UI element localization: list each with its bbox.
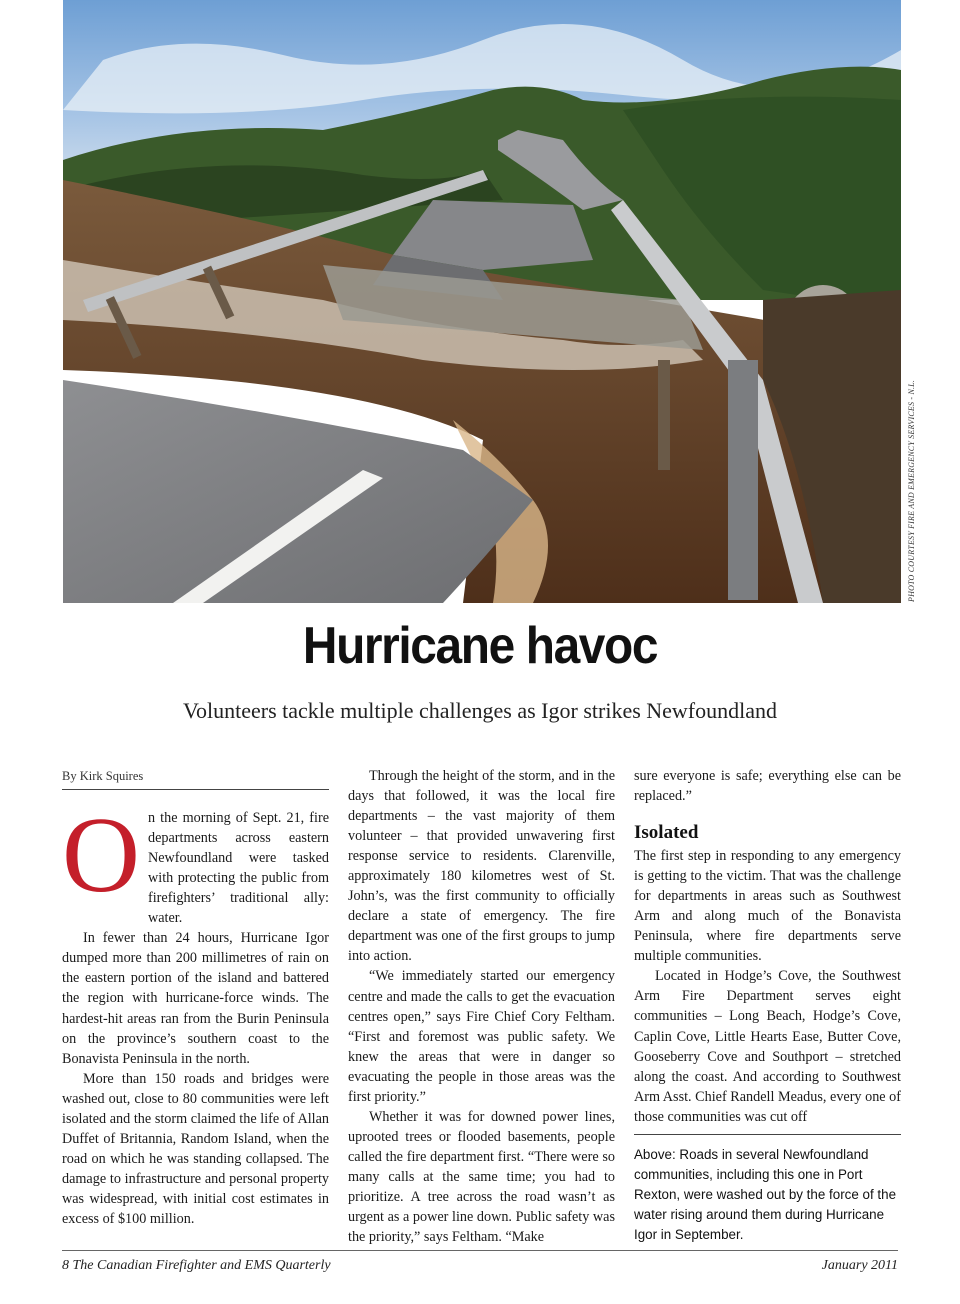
paragraph: More than 150 roads and bridges were washed out, close to 80 communities were left isolated and the storm claimed the life of Allan Duffet of Britannia, Random Island, when the road on which he was standing collapsed. The damage to infrastructure and personal property was widespread, with initial cost estimates in excess of $100 million. [62, 1070, 329, 1227]
byline: By Kirk Squires [62, 766, 329, 790]
subhead: Isolated [634, 822, 699, 844]
footer-publication: 8 The Canadian Firefighter and EMS Quarterly [62, 1258, 331, 1273]
guardrail-post [658, 360, 670, 470]
column-1 [62, 766, 329, 1229]
column-2 [348, 766, 615, 1247]
paragraph: The first step in responding to any emergency is getting to the victim. That was the challenge for departments in areas such as Southwest Arm and along much of the Bonavista Peninsula, where fire departments serve multiple communities. [634, 848, 901, 965]
paragraph: In fewer than 24 hours, Hurricane Igor dumped more than 200 millimetres of rain on the eastern portion of the island and battered the region with hurricane-force winds. The hardest-hit areas ran from the Burin Peninsula on the province’s southern coast to the Bonavista Peninsula in the north. [62, 930, 329, 1067]
paragraph: Through the height of the storm, and in the days that followed, it was the local fire departments – the vast majority of them volunteer – that provided unwavering first response service to residents. Clarenville, approximately 180 kilometres west of St. John’s, was the first community to officially declare a state of emergency. The fire department was one of the first groups to jump into action. [348, 768, 615, 965]
lead-text: n the morning of Sept. 21, fire departments across eastern Newfoundland were tasked with protecting the public from firefighters’ traditional ally: water. [148, 810, 329, 927]
deck: Volunteers tackle multiple challenges as Igor strikes Newfoundland [182, 698, 778, 723]
photo-credit: PHOTO COURTESY FIRE AND EMERGENCY SERVICES - N.L. [907, 379, 916, 602]
page-footer [62, 1250, 898, 1274]
guardrail-post [728, 360, 758, 600]
paragraph: sure everyone is safe; everything else can be replaced.” [634, 768, 901, 805]
photo-caption: Above: Roads in several Newfoundland communities, including this one in Port Rexton, were washed out by the force of the water rising around them during Hurricane Igor in September. [634, 1134, 901, 1245]
paragraph: Whether it was for downed power lines, uprooted trees or flooded basements, people called the fire department first. “There were so many calls at the same time; you had to prioritize. A tree across the road wasn’t as urgent as a power line down. Public safety was the priority,” says Feltham. “Make [348, 1108, 615, 1246]
footer-date: January 2011 [821, 1258, 898, 1273]
drop-cap: O [62, 796, 140, 916]
column-3 [634, 766, 901, 1127]
headline: Hurricane havoc [302, 617, 658, 675]
paragraph: “We immediately started our emergency centre and made the calls to get the evacuation centres open,” says Fire Chief Cory Feltham. “First and foremost was public safety. We knew the areas that were in danger so evacuating the people in those areas was the first priority.” [348, 968, 615, 1105]
hero-photo [63, 0, 901, 603]
lead-paragraph [62, 796, 329, 928]
road-washout-illustration [63, 0, 901, 603]
paragraph: Located in Hodge’s Cove, the Southwest Arm Fire Department serves eight communities – Long Beach, Hodge’s Cove, Caplin Cove, Little Hearts Ease, Butter Cove, Gooseberry Cove and Southport – stretched along the coast. And according to Southwest Arm Asst. Chief Randell Meadus, every one of those communities was cut off [634, 968, 901, 1125]
